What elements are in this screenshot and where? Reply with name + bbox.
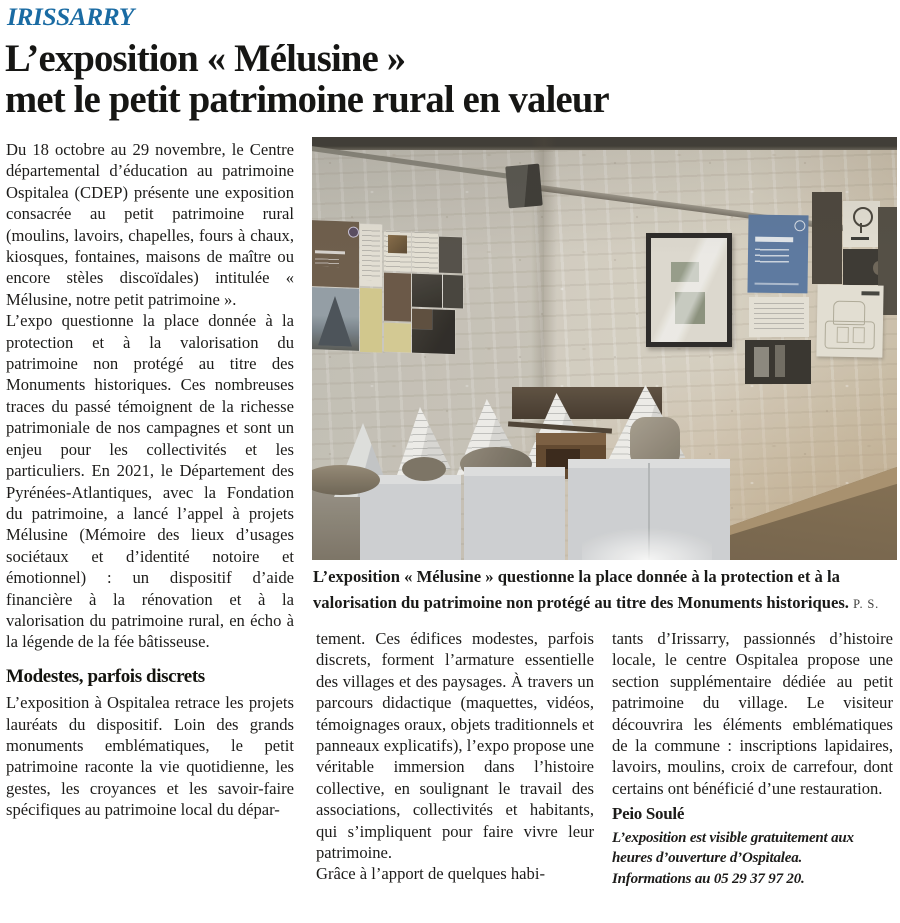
photo-credit: P. S. [853,597,880,611]
photo-caption-text: L’exposition « Mélusine » questionne la place donnée à la protection et à la valorisation du patrimoine non protégé au titre des Monuments historiques. [313,567,849,612]
article-photo [312,137,897,560]
subheading: Modestes, parfois discrets [6,665,205,687]
article-column-middle [316,628,594,923]
headline-line-1: L’exposition « Mélusine » [5,37,406,80]
photo-caption [313,564,896,617]
headline-line-2: met le petit patrimoine rural en valeur [5,78,609,121]
paragraph-context: L’expo questionne la place donnée à la protection et à la valorisation du patrimoine non protégé au titre des Monuments historiques. Ces nombreuses traces du passé témoignent de la richesse patrimoniale de nos campagnes et sont un enjeu pour les collectivités et les particuliers. En 2021, le Département des Pyrénées-Atlantiques, avec la Fondation du patrimoine, a lancé l’appel à projets Mélusine (Mémoire des lieux d’usages sociétaux et d’identité notoire et émotionnel) : un dispositif d’aide financière à la rénovation et à la valorisation du patrimoine rural, en écho à la légende de la fée bâtisseuse. [6,311,294,652]
paragraph-continued: tement. Ces édifices modestes, parfois discrets, forment l’armature essentielle des villages et des paysages. À travers un parcours didactique (maquettes, vidéos, témoignages oraux, objets traditionnels et panneaux explicatifs), l’expo propose une véritable immersion dans l’histoire collective, en soulignant le travail des associations, collectivités et habitants, qui s’impliquent pour faire vivre leur patrimoine. [316,629,594,863]
article-column-right [612,628,893,923]
paragraph-intro: Du 18 octobre au 29 novembre, le Centre départemental d’éducation au patrimoine Ospitalea (CDEP) présente une exposition consacrée au petit patrimoine rural (moulins, lavoirs, chapelles, fours à chaux, kiosques, fontaines, maisons de maître ou encore stèles discoïdales) intitulée « Mélusine, notre petit patrimoine ». [6,140,294,309]
section-kicker: IRISSARRY [7,4,134,31]
photo-tone-overlay [312,137,897,560]
paragraph-modestes: L’exposition à Ospitalea retrace les projets lauréats du dispositif. Loin des grands monuments emblématiques, le petit patrimoine raconte la vie quotidienne, les gestes, les croyances et les savoir-faire spécifiques au patrimoine local du dépar- [6,693,294,820]
paragraph-grace: Grâce à l’apport de quelques habi- [316,864,545,884]
info-phone: Informations au 05 29 37 97 20. [612,870,805,887]
paragraph-continued: tants d’Irissarry, passionnés d’histoire locale, le centre Ospitalea propose une section supplémentaire dédiée au petit patrimoine du village. Le visiteur découvrira les éléments emblématiques de la commune : inscriptions lapidaires, lavoirs, moulins, croix de carrefour, dont certains ont bénéficié d’une restauration. [612,629,893,798]
article-column-left [6,139,294,923]
author-name: Peio Soulé [612,804,685,824]
info-visiting: L’exposition est visible gratuitement aux heures d’ouverture d’Ospitalea. [612,829,854,867]
headline [5,38,609,120]
